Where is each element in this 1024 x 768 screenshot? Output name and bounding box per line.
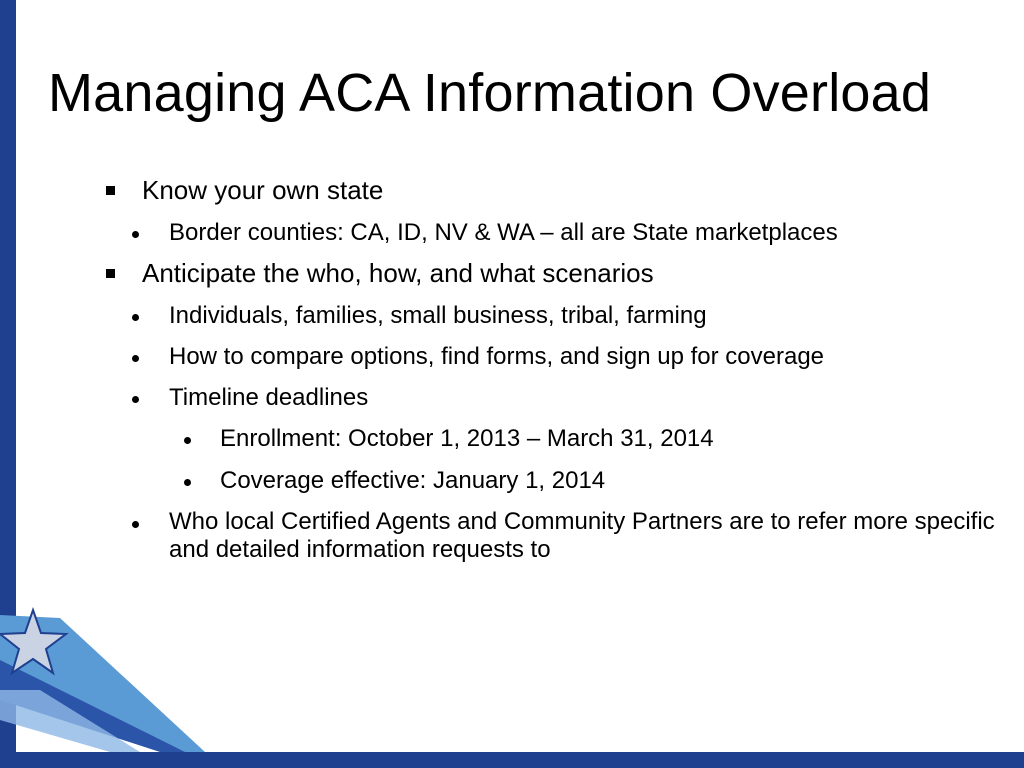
bullet-item: Who local Certified Agents and Community Partners are to refer more specific and detailed information requests to [169, 508, 995, 563]
dot-bullet-icon [184, 479, 191, 486]
dot-bullet-icon [132, 396, 139, 403]
square-bullet-icon [106, 269, 115, 278]
bullet-item: How to compare options, find forms, and sign up for coverage [169, 343, 825, 370]
bullet-item: Enrollment: October 1, 2013 – March 31, 2014 [220, 425, 714, 452]
bullet-item: Border counties: CA, ID, NV & WA – all are State marketplaces [169, 219, 838, 246]
slide-title: Managing ACA Information Overload [48, 63, 932, 123]
bullet-item: Coverage effective: January 1, 2014 [220, 467, 606, 494]
bullet-item: Know your own state [142, 175, 384, 205]
dot-bullet-icon [132, 314, 139, 321]
dot-bullet-icon [184, 437, 191, 444]
dot-bullet-icon [132, 521, 139, 528]
bullet-item: Anticipate the who, how, and what scenarios [142, 258, 654, 288]
bullet-item: Individuals, families, small business, tribal, farming [169, 302, 707, 329]
dot-bullet-icon [132, 355, 139, 362]
bullet-item: Timeline deadlines [169, 384, 369, 411]
square-bullet-icon [106, 186, 115, 195]
dot-bullet-icon [132, 231, 139, 238]
